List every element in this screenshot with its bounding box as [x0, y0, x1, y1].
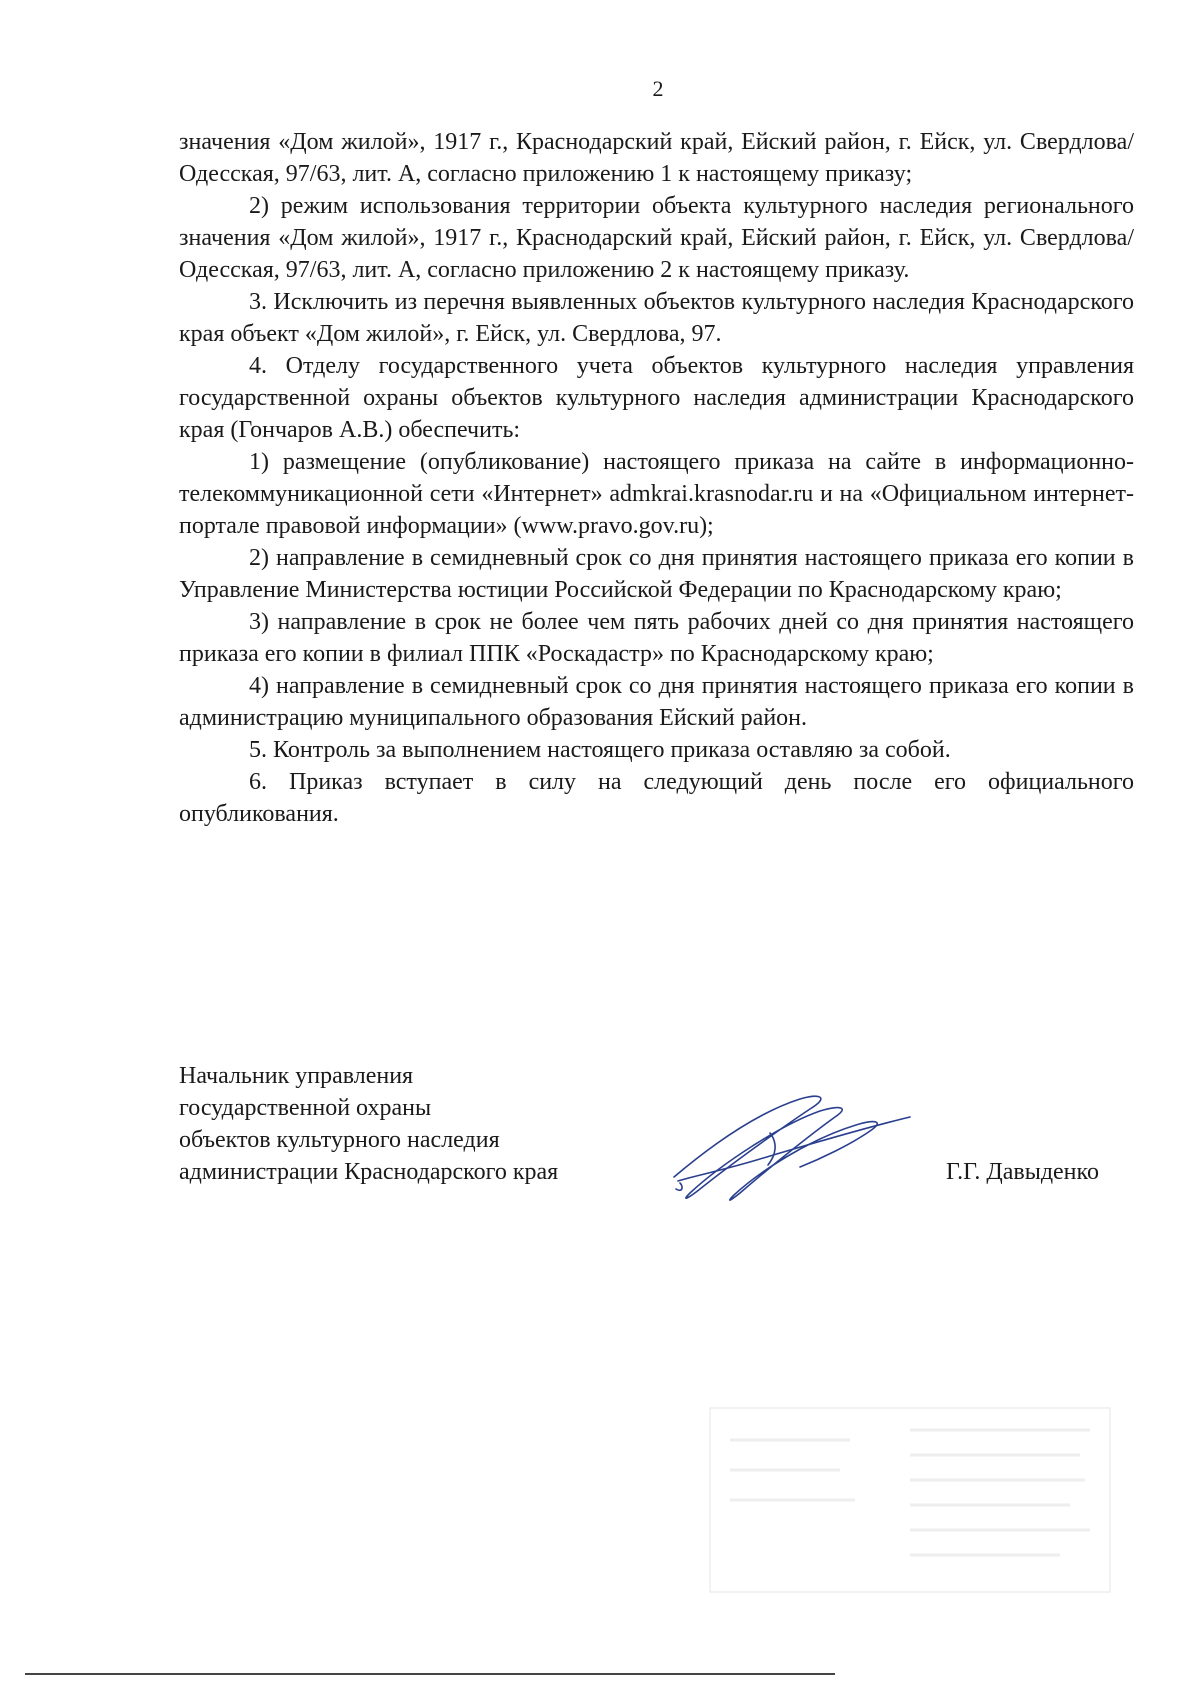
page-number: 2 [652, 76, 664, 101]
handwritten-signature [660, 1085, 920, 1215]
paragraph-subitem-3-cadastre: 3) направление в срок не более чем пять рабочих дней со дня принятия настоящего приказа его копии в филиал ППК «Роскадастр» по Краснодарскому краю; [179, 609, 1134, 667]
signer-title-line: объектов культурного наследия [179, 1127, 500, 1153]
paragraph-item-2-regime: 2) режим использования территории объекта культурного наследия регионального значения «Дом жилой», 1917 г., Краснодарский край, Ейский район, г. Ейск, ул. Свердлова/Одесская, 97/63, лит. А, согласно приложению 2 к настоящему приказу. [179, 193, 1134, 283]
signer-title-line: государственной охраны [179, 1095, 432, 1121]
paragraph-item-5-control: 5. Контроль за выполнением настоящего приказа оставляю за собой. [249, 737, 951, 763]
paragraph-subitem-1-publish: 1) размещение (опубликование) настоящего приказа на сайте в информационно-телекоммуникационной сети «Интернет» admkrai.krasnodar.ru и на «Официальном интернет-портале правовой информации» (www.pravo.gov.ru); [179, 449, 1134, 539]
document-body [179, 126, 1134, 830]
paragraph-continuation: значения «Дом жилой», 1917 г., Краснодарский край, Ейский район, г. Ейск, ул. Свердлова/Одесская, 97/63, лит. А, согласно приложению 1 к настоящему приказу; [179, 129, 1134, 187]
faint-stamp-mark [700, 1400, 1120, 1600]
bottom-rule [25, 1673, 835, 1675]
paragraph-item-4-department: 4. Отделу государственного учета объектов культурного наследия управления государственной охраны объектов культурного наследия администрации Краснодарского края (Гончаров А.В.) обеспечить: [179, 353, 1134, 443]
signer-title-line: Начальник управления [179, 1063, 414, 1089]
paragraph-item-3-exclude: 3. Исключить из перечня выявленных объектов культурного наследия Краснодарского края объект «Дом жилой», г. Ейск, ул. Свердлова, 97. [179, 289, 1134, 347]
paragraph-subitem-2-justice: 2) направление в семидневный срок со дня принятия настоящего приказа его копии в Управление Министерства юстиции Российской Федерации по Краснодарскому краю; [179, 545, 1134, 603]
signer-title-line: администрации Краснодарского края [179, 1159, 559, 1185]
signer-name: Г.Г. Давыденко [946, 1159, 1099, 1185]
paragraph-subitem-4-municipality: 4) направление в семидневный срок со дня принятия настоящего приказа его копии в администрацию муниципального образования Ейский район. [179, 673, 1134, 731]
paragraph-item-6-effective: 6. Приказ вступает в силу на следующий день после его официального опубликования. [179, 769, 1134, 827]
signer-title [179, 1060, 558, 1188]
